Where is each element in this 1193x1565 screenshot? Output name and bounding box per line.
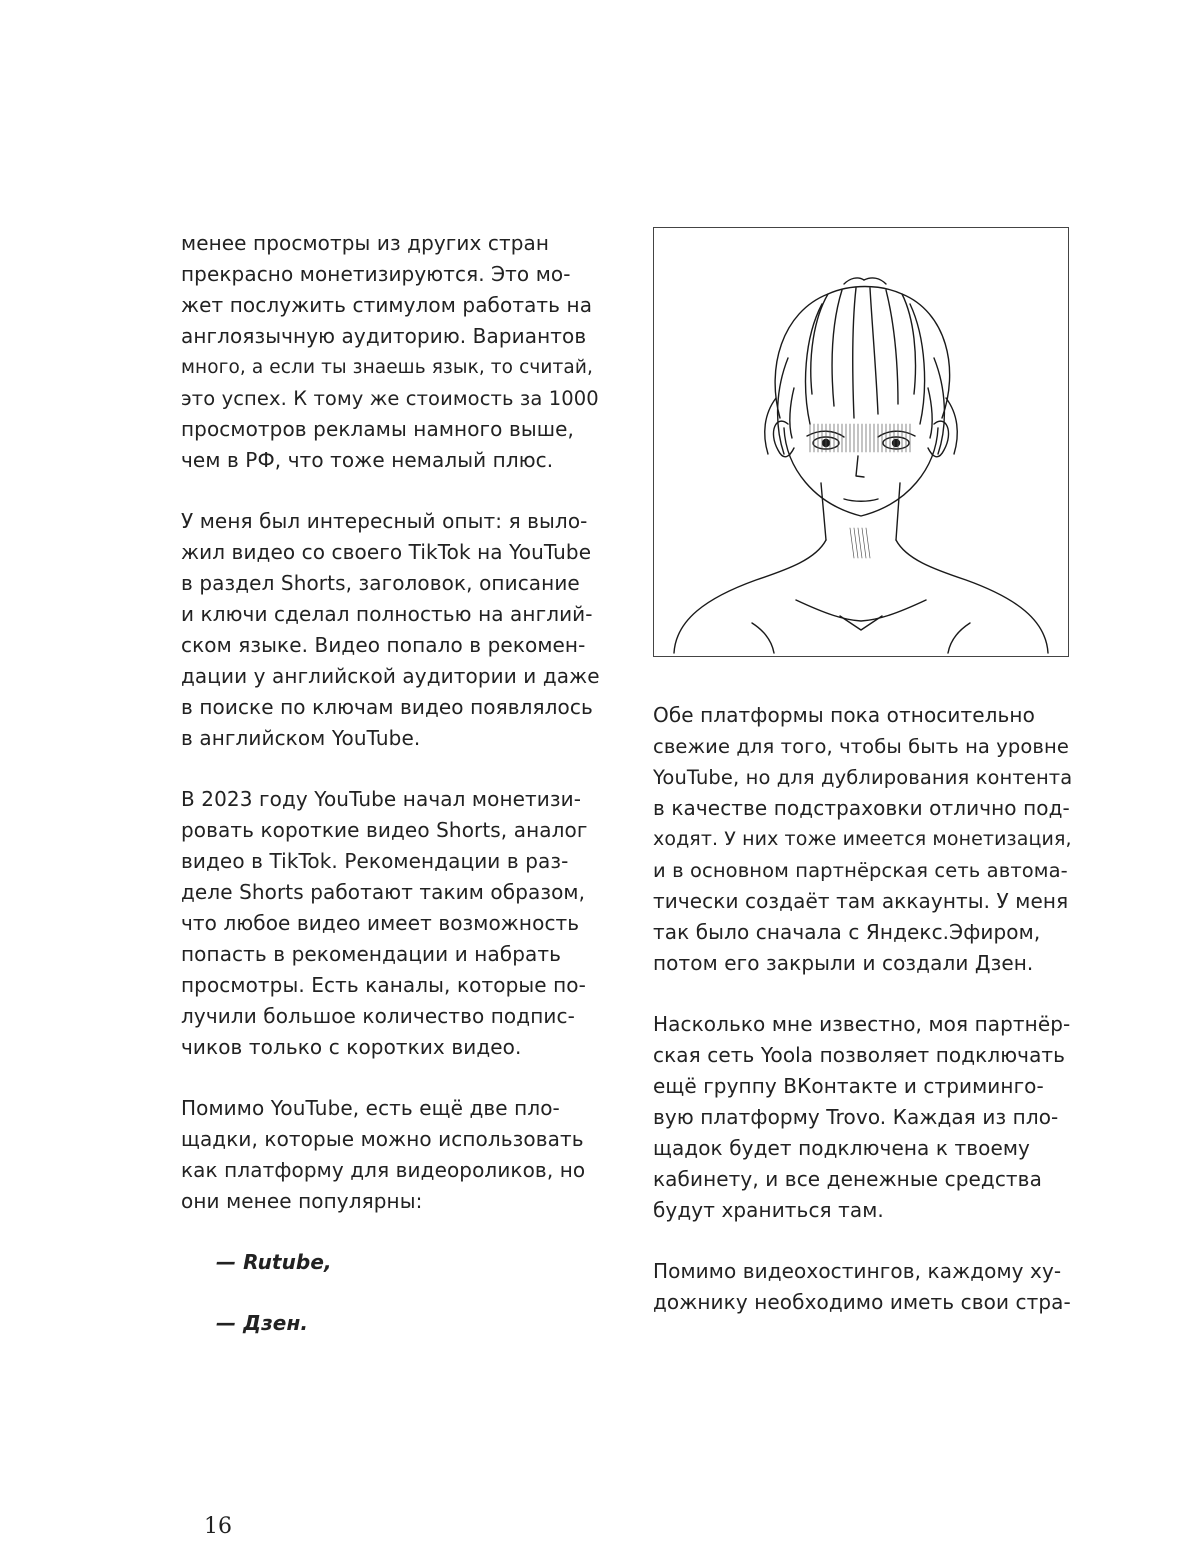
text-line: что любое видео имеет возможность (181, 911, 580, 935)
text-line: лучили большое количество подпис- (181, 1004, 575, 1028)
page-number: 16 (204, 1514, 232, 1539)
text-line: и ключи сделал полностью на англий- (181, 602, 593, 626)
text-line: попасть в рекомендации и набрать (181, 942, 562, 966)
text-line: ская сеть Yoola позволяет подключать (653, 1043, 1066, 1067)
text-line: как платформу для видеороликов, но (181, 1158, 586, 1182)
text-line: так было сначала с Яндекс.Эфиром, (653, 920, 1041, 944)
text-line: деле Shorts работают таким образом, (181, 880, 586, 904)
text-line: ещё группу ВКонтакте и стриминго- (653, 1074, 1044, 1098)
text-line: будут храниться там. (653, 1198, 884, 1222)
text-line: ровать короткие видео Shorts, аналог (181, 818, 588, 842)
text-line: и в основном партнёрская сеть автома- (653, 859, 1068, 882)
text-line: Помимо YouTube, есть ещё две пло- (181, 1096, 560, 1120)
paragraph (653, 700, 1073, 979)
text-line: YouTube, но для дублирования контента (653, 766, 1073, 789)
text-line: в английском YouTube. (181, 726, 421, 750)
text-line: Насколько мне известно, моя партнёр- (653, 1012, 1071, 1036)
text-line: в раздел Shorts, заголовок, описание (181, 571, 580, 595)
text-line: чиков только с коротких видео. (181, 1035, 522, 1059)
text-line: Обе платформы пока относительно (653, 703, 1035, 727)
text-line: просмотры. Есть каналы, которые по- (181, 973, 586, 997)
paragraph (181, 1093, 601, 1217)
text-line: в качестве подстраховки отлично под- (653, 796, 1070, 820)
text-line: тически создаёт там аккаунты. У меня (653, 889, 1069, 913)
text-line: В 2023 году YouTube начал монетизи- (181, 787, 582, 811)
text-line: в поиске по ключам видео появлялось (181, 695, 593, 719)
list-item: — Дзен. (216, 1311, 309, 1335)
list-item: — Rutube, (216, 1250, 332, 1274)
text-line: У меня был интересный опыт: я выло- (181, 509, 588, 533)
text-line: чем в РФ, что тоже немалый плюс. (181, 448, 554, 472)
text-line: потом его закрыли и создали Дзен. (653, 951, 1034, 975)
text-line: щадок будет подключена к твоему (653, 1136, 1030, 1160)
text-line: видео в TikTok. Рекомендации в раз- (181, 849, 569, 873)
text-line: дожнику необходимо иметь свои стра- (653, 1290, 1071, 1314)
paragraph (653, 1256, 1073, 1318)
text-line: ходят. У них тоже имеется монетизация, (653, 828, 1072, 850)
paragraph (181, 228, 601, 476)
text-line: много, а если ты знаешь язык, то считай, (181, 357, 593, 378)
text-line: свежие для того, чтобы быть на уровне (653, 735, 1069, 758)
text-line: просмотров рекламы намного выше, (181, 417, 574, 441)
character-illustration (653, 227, 1069, 657)
anime-character-sketch-icon (654, 228, 1068, 656)
text-line: Помимо видеохостингов, каждому ху- (653, 1259, 1062, 1283)
paragraph (181, 506, 601, 754)
text-line: они менее популярны: (181, 1189, 423, 1213)
text-line: кабинету, и все денежные средства (653, 1167, 1042, 1191)
text-line: ском языке. Видео попало в рекомен- (181, 633, 586, 657)
text-line: менее просмотры из других стран (181, 231, 550, 255)
left-column (181, 228, 601, 1339)
text-line: это успех. К тому же стоимость за 1000 (181, 387, 599, 410)
text-line: вую платформу Trovo. Каждая из пло- (653, 1105, 1059, 1129)
text-line: жет послужить стимулом работать на (181, 293, 593, 317)
paragraph (181, 784, 601, 1063)
text-line: англоязычную аудиторию. Вариантов (181, 324, 587, 348)
text-line: жил видео со своего TikTok на YouTube (181, 540, 592, 564)
text-line: прекрасно монетизируются. Это мо- (181, 262, 571, 286)
right-column (653, 700, 1073, 1318)
text-line: щадки, которые можно использовать (181, 1127, 584, 1151)
text-line: дации у английской аудитории и даже (181, 664, 600, 688)
paragraph (653, 1009, 1073, 1226)
